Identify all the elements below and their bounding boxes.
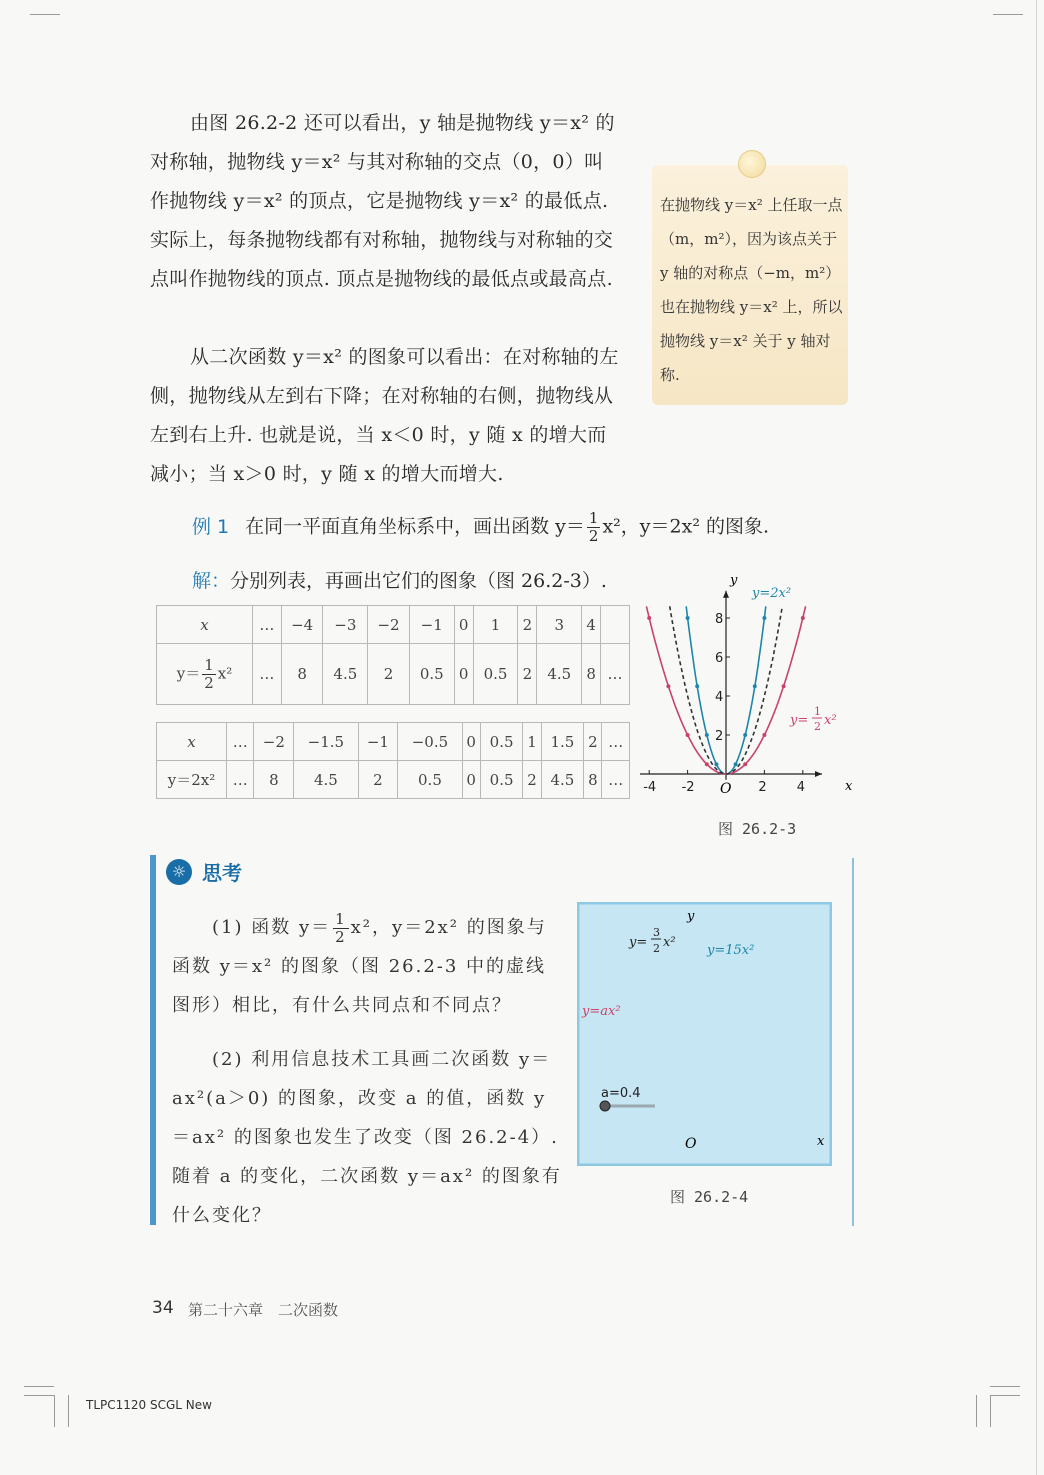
crop-mark [993, 14, 1023, 15]
svg-text:3: 3 [653, 926, 660, 939]
svg-text:1: 1 [814, 705, 821, 718]
figure-caption: 图 26.2-3 [718, 820, 797, 838]
solution: 解：分别列表，再画出它们的图象（图 26.2-3）. [192, 570, 607, 592]
svg-text:2: 2 [653, 942, 660, 955]
curve-label-half-x2 [789, 705, 837, 733]
y-tick-label: 2 [715, 729, 724, 744]
crop-mark [990, 1395, 991, 1427]
y-axis-label: y [730, 573, 738, 588]
solution-label: 解： [192, 570, 231, 592]
svg-text:y=: y= [629, 935, 648, 950]
figure-26-2-4-graph [577, 902, 832, 1166]
think-title: 思考 [202, 861, 242, 885]
y-axis-label: y [687, 909, 695, 924]
x-tick-label: 2 [758, 780, 767, 795]
crop-mark [54, 1395, 55, 1427]
origin-label: O [685, 1136, 697, 1152]
paragraph-monotonic: 从二次函数 y＝x² 的图象可以看出：在对称轴的左侧，抛物线从左到右下降；在对称轴的右侧，抛物线从左到右上升. 也就是说，当 x＜0 时，y 随 x 的增大而减小；当 x＞0 时，y 随 x 的增大而增大. [150, 346, 619, 485]
table-row: y＝ $\frac{1}{2}$ x² … 8 4.5 2 0.5 0 0.5 2 4.5 8 … [157, 644, 630, 705]
bulb-icon [738, 150, 766, 178]
y-tick-label: 4 [715, 690, 724, 705]
origin-label: O [720, 781, 732, 797]
curve-label-2x2: y=2x² [752, 586, 792, 601]
value-table-2x2 [156, 722, 630, 799]
curve-label-ax2: y=ax² [582, 1004, 621, 1019]
y-tick-label: 8 [715, 612, 724, 627]
slider-handle[interactable] [600, 1101, 610, 1111]
side-note-text: 在抛物线 y＝x² 上任取一点（m，m²），因为该点关于 y 轴的对称点（−m，m²）也在抛物线 y＝x² 上，所以抛物线 y＝x² 关于 y 轴对称. [660, 196, 843, 384]
think-question-2: (2) 利用信息技术工具画二次函数 y＝ax²(a＞0) 的图象，改变 a 的值，函数 y＝ax² 的图象也发生了改变（图 26.2-4）. 随着 a 的变化，二次函数 y＝ax² 的图象有什么变化？ [172, 1049, 562, 1226]
x-tick-label: 4 [796, 780, 806, 795]
svg-text:2: 2 [814, 720, 821, 733]
table-row: x … −4 −3 −2 −1 0 1 2 3 4 [157, 606, 630, 644]
think-question-1: (1) 函数 y＝ $\frac{1}{2}$ x²，y＝2x² 的图象与函数 y＝x² 的图象（图 26.2-3 中的虚线图形）相比，有什么共同点和不同点？ [172, 909, 547, 1016]
page-edge [1036, 0, 1037, 1475]
think-heading [166, 857, 242, 886]
paragraph-vertex: 由图 26.2-2 还可以看出，y 轴是抛物线 y＝x² 的对称轴，抛物线 y＝x² 与其对称轴的交点（0，0）叫作抛物线 y＝x² 的顶点，它是抛物线 y＝x² 的最低点. 实际上，每条抛物线都有对称轴，抛物线与对称轴的交点叫作抛物线的顶点. 顶点是抛物线的最低点或最高点. [150, 112, 615, 290]
crop-mark [68, 1395, 69, 1427]
crop-mark [30, 14, 60, 15]
figure-26-2-3-graph [640, 572, 860, 802]
page-number: 34 [152, 1298, 174, 1318]
lightbulb-icon: ☼ [166, 859, 192, 885]
x-tick-label: -4 [643, 780, 657, 795]
table-row: x … −2 −1.5 −1 −0.5 0 0.5 1 1.5 2 … [157, 723, 630, 761]
svg-text:x²: x² [824, 713, 837, 728]
chapter-title: 第二十六章 二次函数 [188, 1301, 339, 1319]
crop-mark [976, 1395, 977, 1427]
crop-mark [990, 1386, 1020, 1387]
print-code: TLPC1120 SCGL New [86, 1398, 212, 1412]
slider-label: a=0.4 [601, 1086, 641, 1101]
value-table-half-x2 [156, 605, 630, 705]
crop-mark [24, 1395, 54, 1396]
svg-text:x²: x² [663, 935, 676, 950]
table-row: y＝2x² … 8 4.5 2 0.5 0 0.5 2 4.5 8 … [157, 761, 630, 799]
think-right-rule [852, 858, 854, 1226]
x-axis-label: x [817, 1134, 825, 1149]
fraction: $\frac{1}{2}$ [588, 509, 599, 545]
example-label: 例 1 [192, 515, 230, 538]
crop-mark [990, 1395, 1020, 1396]
y-tick-label: 6 [715, 651, 724, 666]
graph-background [578, 903, 831, 1165]
example-1: 例 1 在同一平面直角坐标系中，画出函数 y＝ $\frac{1}{2}$ x²，y＝2x² 的图象. [192, 509, 770, 545]
think-accent-bar [150, 855, 156, 1225]
crop-mark [24, 1386, 54, 1387]
x-axis-label: x [845, 779, 853, 794]
figure-caption: 图 26.2-4 [670, 1188, 749, 1206]
svg-text:y=: y= [790, 713, 809, 728]
curve-label-15x2: y=15x² [707, 943, 755, 958]
x-tick-label: -2 [681, 780, 695, 795]
